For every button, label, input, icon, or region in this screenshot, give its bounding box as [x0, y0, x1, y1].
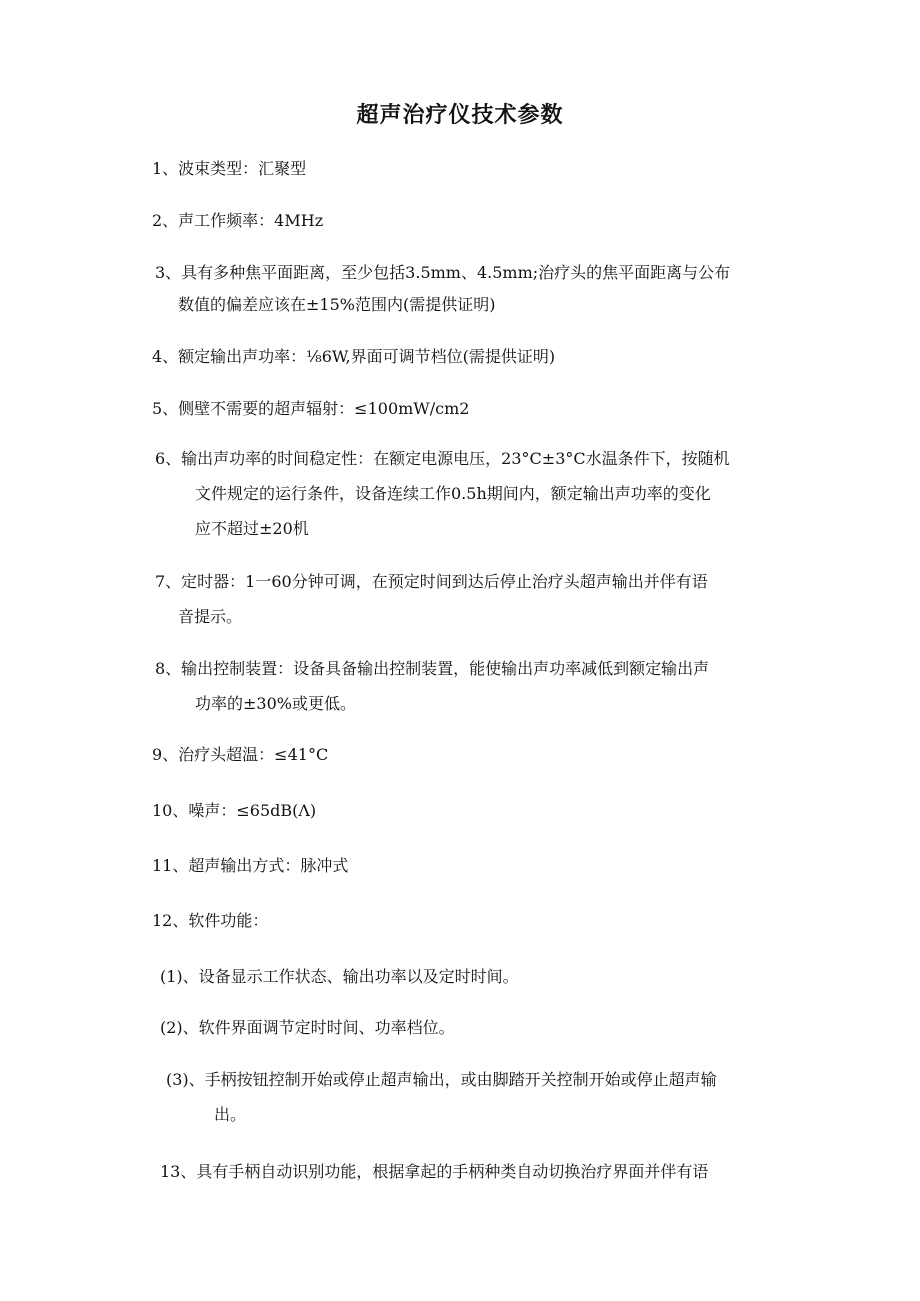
spec-item-7-continued: 音提示。 — [178, 607, 243, 626]
spec-item-7: 7、定时器：1一60分钟可调，在预定时间到达后停止治疗头超声输出并伴有语 — [155, 572, 708, 591]
spec-item-6-continued-2: 应不超过±20机 — [195, 519, 309, 538]
spec-item-12: 12、软件功能： — [152, 911, 269, 930]
spec-item-11: 11、超声输出方式：脉冲式 — [152, 856, 349, 875]
spec-item-9: 9、治疗头超温：≤41°C — [152, 745, 329, 764]
spec-item-3-continued: 数值的偏差应该在±15%范围内(需提供证明) — [178, 295, 496, 314]
spec-item-12-sub-1: (1)、设备显示工作状态、输出功率以及定时时间。 — [160, 967, 519, 986]
spec-item-12-sub-2: (2)、软件界面调节定时时间、功率档位。 — [160, 1018, 455, 1037]
spec-item-4: 4、额定输出声功率：⅛6W,界面可调节档位(需提供证明) — [152, 347, 556, 366]
spec-item-1: 1、波束类型：汇聚型 — [152, 159, 307, 178]
spec-item-3: 3、具有多种焦平面距离，至少包括3.5mm、4.5mm;治疗头的焦平面距离与公布 — [155, 263, 731, 282]
spec-item-6: 6、输出声功率的时间稳定性：在额定电源电压，23°C±3°C水温条件下，按随机 — [155, 449, 730, 468]
spec-item-8: 8、输出控制装置：设备具备输出控制装置，能使输出声功率减低到额定输出声 — [155, 659, 710, 678]
spec-item-12-sub-3: (3)、手柄按钮控制开始或停止超声输出，或由脚踏开关控制开始或停止超声输 — [166, 1070, 717, 1089]
spec-item-6-continued-1: 文件规定的运行条件，设备连续工作0.5h期间内，额定输出声功率的变化 — [195, 484, 711, 503]
page-title: 超声治疗仪技术参数 — [356, 103, 564, 128]
spec-item-13: 13、具有手柄自动识别功能，根据拿起的手柄种类自动切换治疗界面并伴有语 — [160, 1162, 709, 1181]
spec-item-10: 10、噪声：≤65dB(Λ) — [152, 801, 317, 820]
spec-item-2: 2、声工作频率：4MHz — [152, 211, 324, 230]
spec-item-8-continued: 功率的±30%或更低。 — [195, 694, 356, 713]
spec-item-5: 5、侧壁不需要的超声辐射：≤100mW∕cm2 — [152, 399, 470, 418]
spec-item-12-sub-3-continued: 出。 — [214, 1105, 247, 1124]
